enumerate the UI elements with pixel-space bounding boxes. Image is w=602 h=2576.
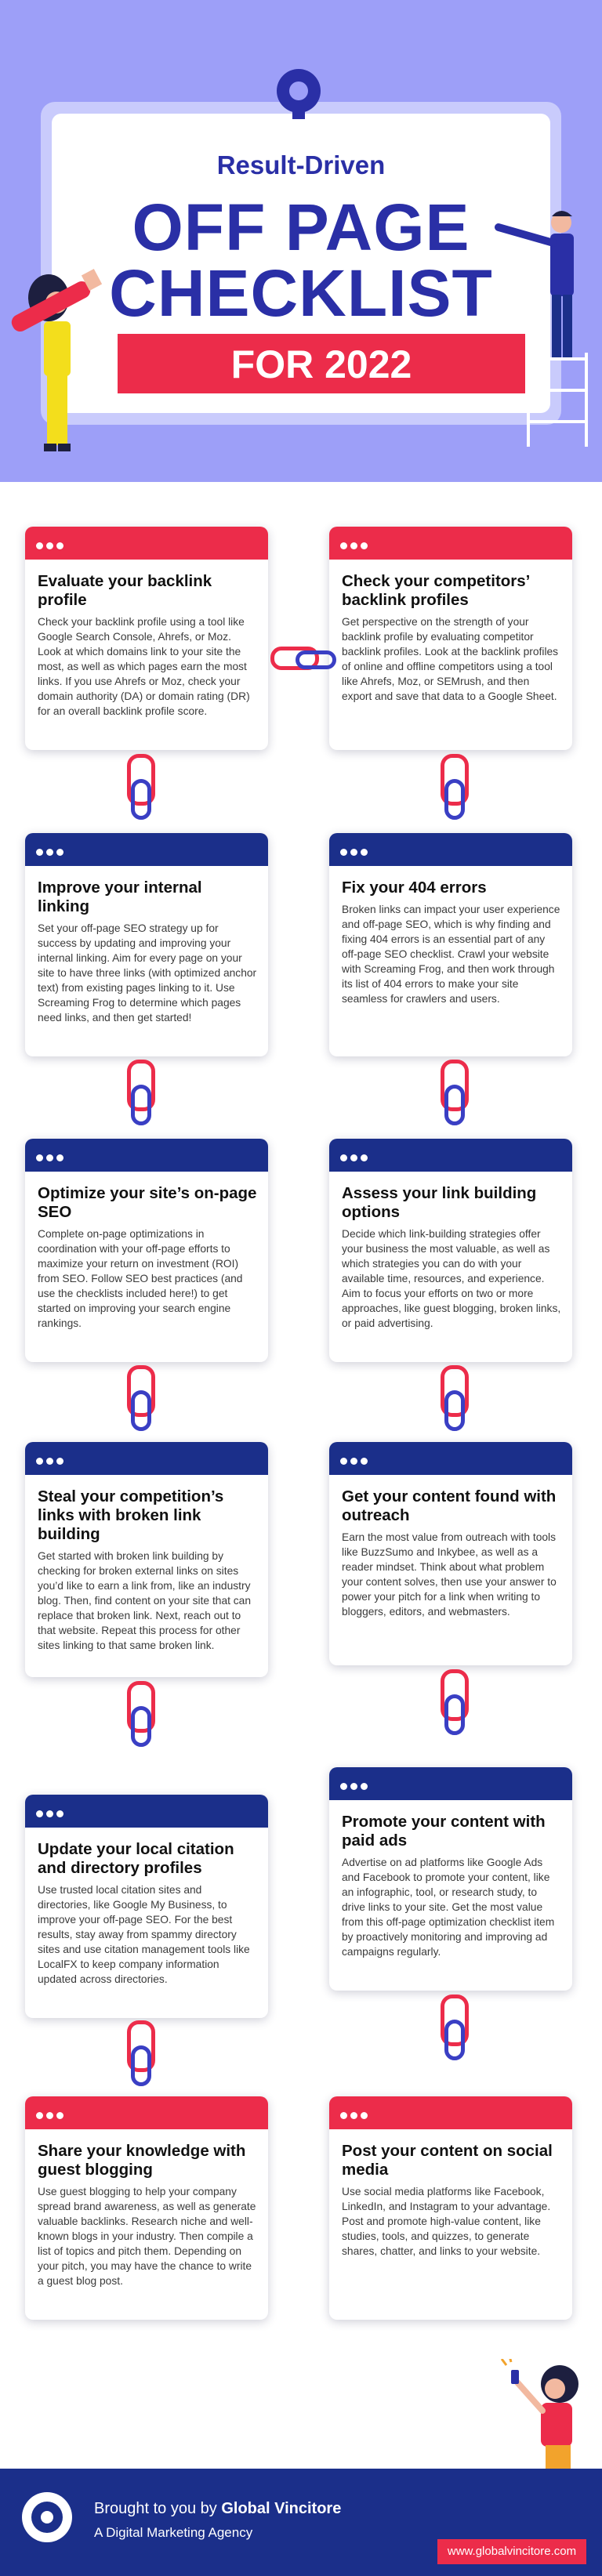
card-title: Steal your competition’s links with broken link building [38, 1487, 224, 1543]
brought-prefix: Brought to you by [94, 2500, 217, 2517]
card-header-bar [25, 1442, 268, 1475]
card-text: Broken links can impact your user experience and off-page SEO, which is why finding and fixing 404 errors is an essential part of any off-page SEO checklist. Crawl your website with Screaming Frog, and then work through its list of 404 errors to make your site seamless for crawlers and users. [342, 904, 560, 1005]
dots-icon [340, 1455, 372, 1462]
card-text: Advertise on ad platforms like Google Ads and Facebook to promote your content, like an infographic, tool, or research study, to drive links to your site. Get the most value from this off-page optimization checklist item by proactively monitoring and improving ad campaigns regularly. [342, 1857, 555, 1958]
card-text: Get started with broken link building by checking for broken external links on sites you’d like to earn a link from, like an industry blog. Then, find content on your site that can replace that broken link. Next, reach out to that website. Repeat this process for other sites linking to that same broken link. [38, 1550, 252, 1651]
card-text: Complete on-page optimizations in coordination with your off-page efforts to maximize your return on investment (ROI) from SEO. Follow SEO best practices (and use the checklists included here!) to get started on improving your search engine rankings. [38, 1228, 243, 1329]
chain-link-icon [127, 1365, 150, 1428]
title-line-2: CHECKLIST [109, 256, 493, 330]
header [0, 0, 602, 482]
chain-link-icon [441, 754, 464, 817]
global-vincitore-logo-icon [22, 2492, 72, 2542]
card-text: Use social media platforms like Facebook, LinkedIn, and Instagram to your advantage. Post and promote high-value content, like studies, tools, and quizzes, to generate shares, chatter, and links to your website. [342, 2186, 551, 2257]
agency-tagline: A Digital Marketing Agency [94, 2525, 253, 2540]
chain-link-icon [127, 1060, 150, 1122]
card-text: Get perspective on the strength of your backlink profile by evaluating competitor backlink profiles. Look at the backlink profiles of online and offline competitors using a tool like Ahrefs, Moz, or SEMrush, and then export and save that data to a Google Sheet. [342, 616, 559, 702]
checklist-card [25, 1442, 268, 1677]
card-header-bar [329, 1139, 572, 1172]
brought-to-you-line [94, 2500, 341, 2518]
card-title: Improve your internal linking [38, 879, 202, 915]
chain-link-icon [441, 1060, 464, 1122]
checklist-card [329, 1767, 572, 1991]
card-header-bar [25, 833, 268, 866]
card-title: Fix your 404 errors [342, 879, 487, 897]
dots-icon [36, 539, 67, 547]
card-title: Post your content on social media [342, 2142, 553, 2179]
woman-with-phone-illustration [500, 2359, 602, 2476]
card-header-bar [25, 527, 268, 560]
card-title: Update your local citation and directory profiles [38, 1840, 234, 1877]
chain-link-icon [127, 754, 150, 817]
checklist-card [329, 2096, 572, 2320]
card-header-bar [329, 1442, 572, 1475]
card-header-bar [329, 527, 572, 560]
chain-link-icon [441, 1365, 464, 1428]
dots-icon [36, 2109, 67, 2117]
card-title: Get your content found with outreach [342, 1487, 557, 1524]
year-banner-text: FOR 2022 [230, 342, 412, 386]
chain-link-icon [127, 2020, 150, 2083]
checklist-card [25, 1139, 268, 1362]
card-text: Check your backlink profile using a tool like Google Search Console, Ahrefs, or Moz. Look at which domains link to your site the most, as well as which pages earn the most links. If you use Ahrefs or Moz, check your domain authority (DA) or domain rating (DR) for an overall backlink profile score. [38, 616, 250, 717]
card-header-bar [329, 2096, 572, 2129]
dots-icon [340, 539, 372, 547]
dots-icon [36, 846, 67, 853]
dots-icon [340, 846, 372, 853]
card-header-bar [329, 1767, 572, 1800]
card-text: Decide which link-building strategies offer your business the most valuable, as well as which strategies you can do with your available time, resources, and experience. Aim to focus your efforts on two or more approaches, like guest blogging, broken links, or paid advertising. [342, 1228, 561, 1329]
chain-link-icon [441, 1669, 464, 1732]
card-text: Use trusted local citation sites and directories, like Google My Business, to improve your off-page SEO. For the best results, stay away from spammy directory sites and use citation management tools like LocalFX to keep company information updated across directories. [38, 1884, 250, 1985]
card-title: Share your knowledge with guest blogging [38, 2142, 246, 2179]
card-text: Set your off-page SEO strategy up for success by updating and improving your internal linking. Aim for every page on your site to have three links (with optimized anchor text) from existing pages linking to it. Use Screaming Frog to determine which pages need links, and then get started! [38, 922, 257, 1024]
dots-icon [36, 1455, 67, 1462]
dots-icon [340, 1151, 372, 1159]
man-on-ladder-illustration [483, 204, 602, 462]
checklist-card [329, 1139, 572, 1362]
card-header-bar [25, 2096, 268, 2129]
checklist-card [329, 833, 572, 1056]
card-text: Earn the most value from outreach with tools like BuzzSumo and Inkybee, as well as a reader mindset. Think about what problem your content solves, then use your answer to power your pitch for a link when writing to bloggers, editors, and webmasters. [342, 1531, 557, 1618]
card-title: Optimize your site’s on-page SEO [38, 1184, 257, 1221]
checklist-card [329, 527, 572, 750]
card-title: Check your competitors’ backlink profiles [342, 572, 530, 609]
subtitle: Result-Driven [216, 150, 386, 179]
card-title: Promote your content with paid ads [342, 1813, 546, 1850]
card-title: Assess your link building options [342, 1184, 537, 1221]
card-header-bar [25, 1795, 268, 1828]
pin-icon [277, 69, 321, 113]
chain-link-icon [270, 647, 333, 670]
dots-icon [36, 1151, 67, 1159]
year-banner [118, 334, 525, 393]
chain-link-icon [127, 1681, 150, 1744]
chain-link-icon [441, 1994, 464, 2057]
card-title: Evaluate your backlink profile [38, 572, 212, 609]
dots-icon [340, 2109, 372, 2117]
card-text: Use guest blogging to help your company spread brand awareness, as well as generate valuable backlinks. Research niche and well-known blogs in your industry. Then compile a list of topics and pitch them. Depending on your pitch, you may have the chance to write a guest blog post. [38, 2186, 256, 2287]
woman-with-pencil-illustration [0, 266, 110, 470]
company-name: Global Vincitore [221, 2500, 342, 2517]
card-header-bar [25, 1139, 268, 1172]
footer [0, 2469, 602, 2576]
checklist-card [25, 2096, 268, 2320]
title-line-1: OFF PAGE [132, 190, 470, 264]
checklist-card [25, 527, 268, 750]
card-header-bar [329, 833, 572, 866]
dots-icon [340, 1780, 372, 1788]
checklist-card [329, 1442, 572, 1665]
dots-icon [36, 1807, 67, 1815]
checklist-card [25, 1795, 268, 2018]
website-link[interactable]: www.globalvincitore.com [437, 2539, 586, 2564]
checklist-card [25, 833, 268, 1056]
